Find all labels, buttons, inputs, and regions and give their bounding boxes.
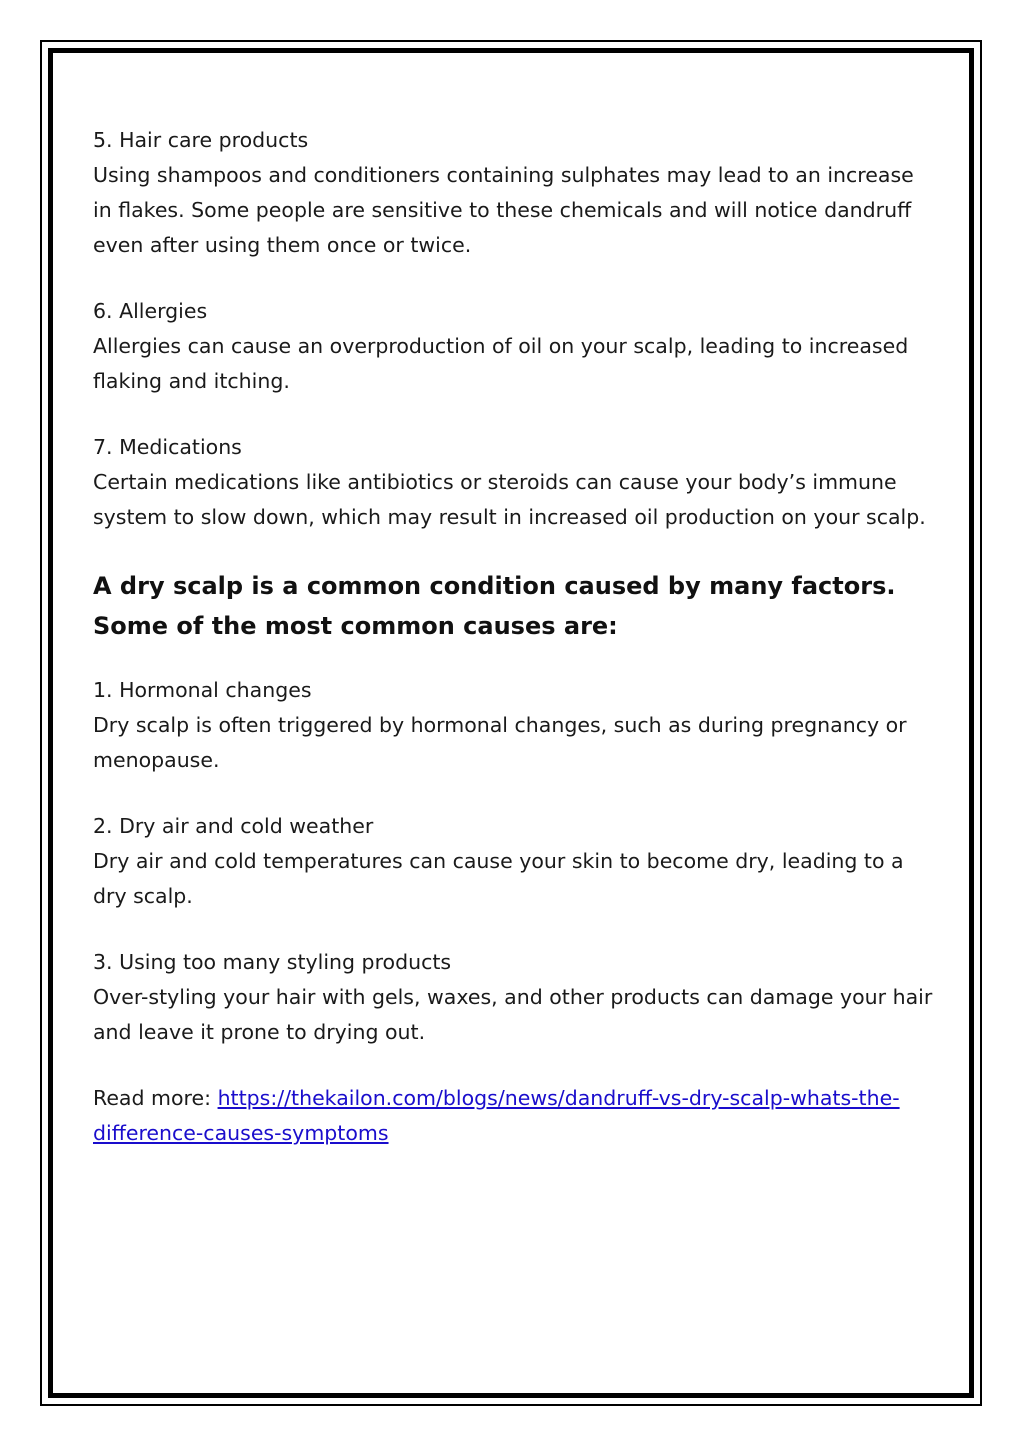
cause-item [93, 673, 933, 778]
cause-title: 1. Hormonal changes [93, 678, 312, 702]
cause-item [93, 430, 933, 535]
cause-item [93, 945, 933, 1050]
section-heading: A dry scalp is a common condition caused by many factors. Some of the most common causes are: [93, 572, 896, 640]
cause-title: 6. Allergies [93, 299, 208, 323]
cause-description: Using shampoos and conditioners containing sulphates may lead to an increase in flakes. Some people are sensitive to these chemicals and will notice dandruff even after using them once or twice. [93, 163, 914, 257]
cause-description: Over-styling your hair with gels, waxes, and other products can damage your hair and leave it prone to drying out. [93, 985, 933, 1044]
cause-title: 7. Medications [93, 435, 242, 459]
cause-title: 2. Dry air and cold weather [93, 814, 374, 838]
cause-description: Dry air and cold temperatures can cause your skin to become dry, leading to a dry scalp. [93, 849, 904, 908]
cause-item [93, 809, 933, 914]
cause-description: Certain medications like antibiotics or steroids can cause your body’s immune system to slow down, which may result in increased oil production on your scalp. [93, 470, 926, 529]
read-more-label: Read more: [93, 1086, 218, 1110]
document-body [93, 123, 933, 1151]
read-more-link[interactable]: https://thekailon.com/blogs/news/dandruff-vs-dry-scalp-whats-the-difference-causes-symptoms [93, 1086, 900, 1145]
cause-title: 5. Hair care products [93, 128, 309, 152]
cause-title: 3. Using too many styling products [93, 950, 452, 974]
cause-description: Dry scalp is often triggered by hormonal changes, such as during pregnancy or menopause. [93, 713, 907, 772]
cause-item [93, 123, 933, 263]
read-more [93, 1081, 933, 1151]
cause-description: Allergies can cause an overproduction of oil on your scalp, leading to increased flaking and itching. [93, 334, 909, 393]
cause-item [93, 294, 933, 399]
